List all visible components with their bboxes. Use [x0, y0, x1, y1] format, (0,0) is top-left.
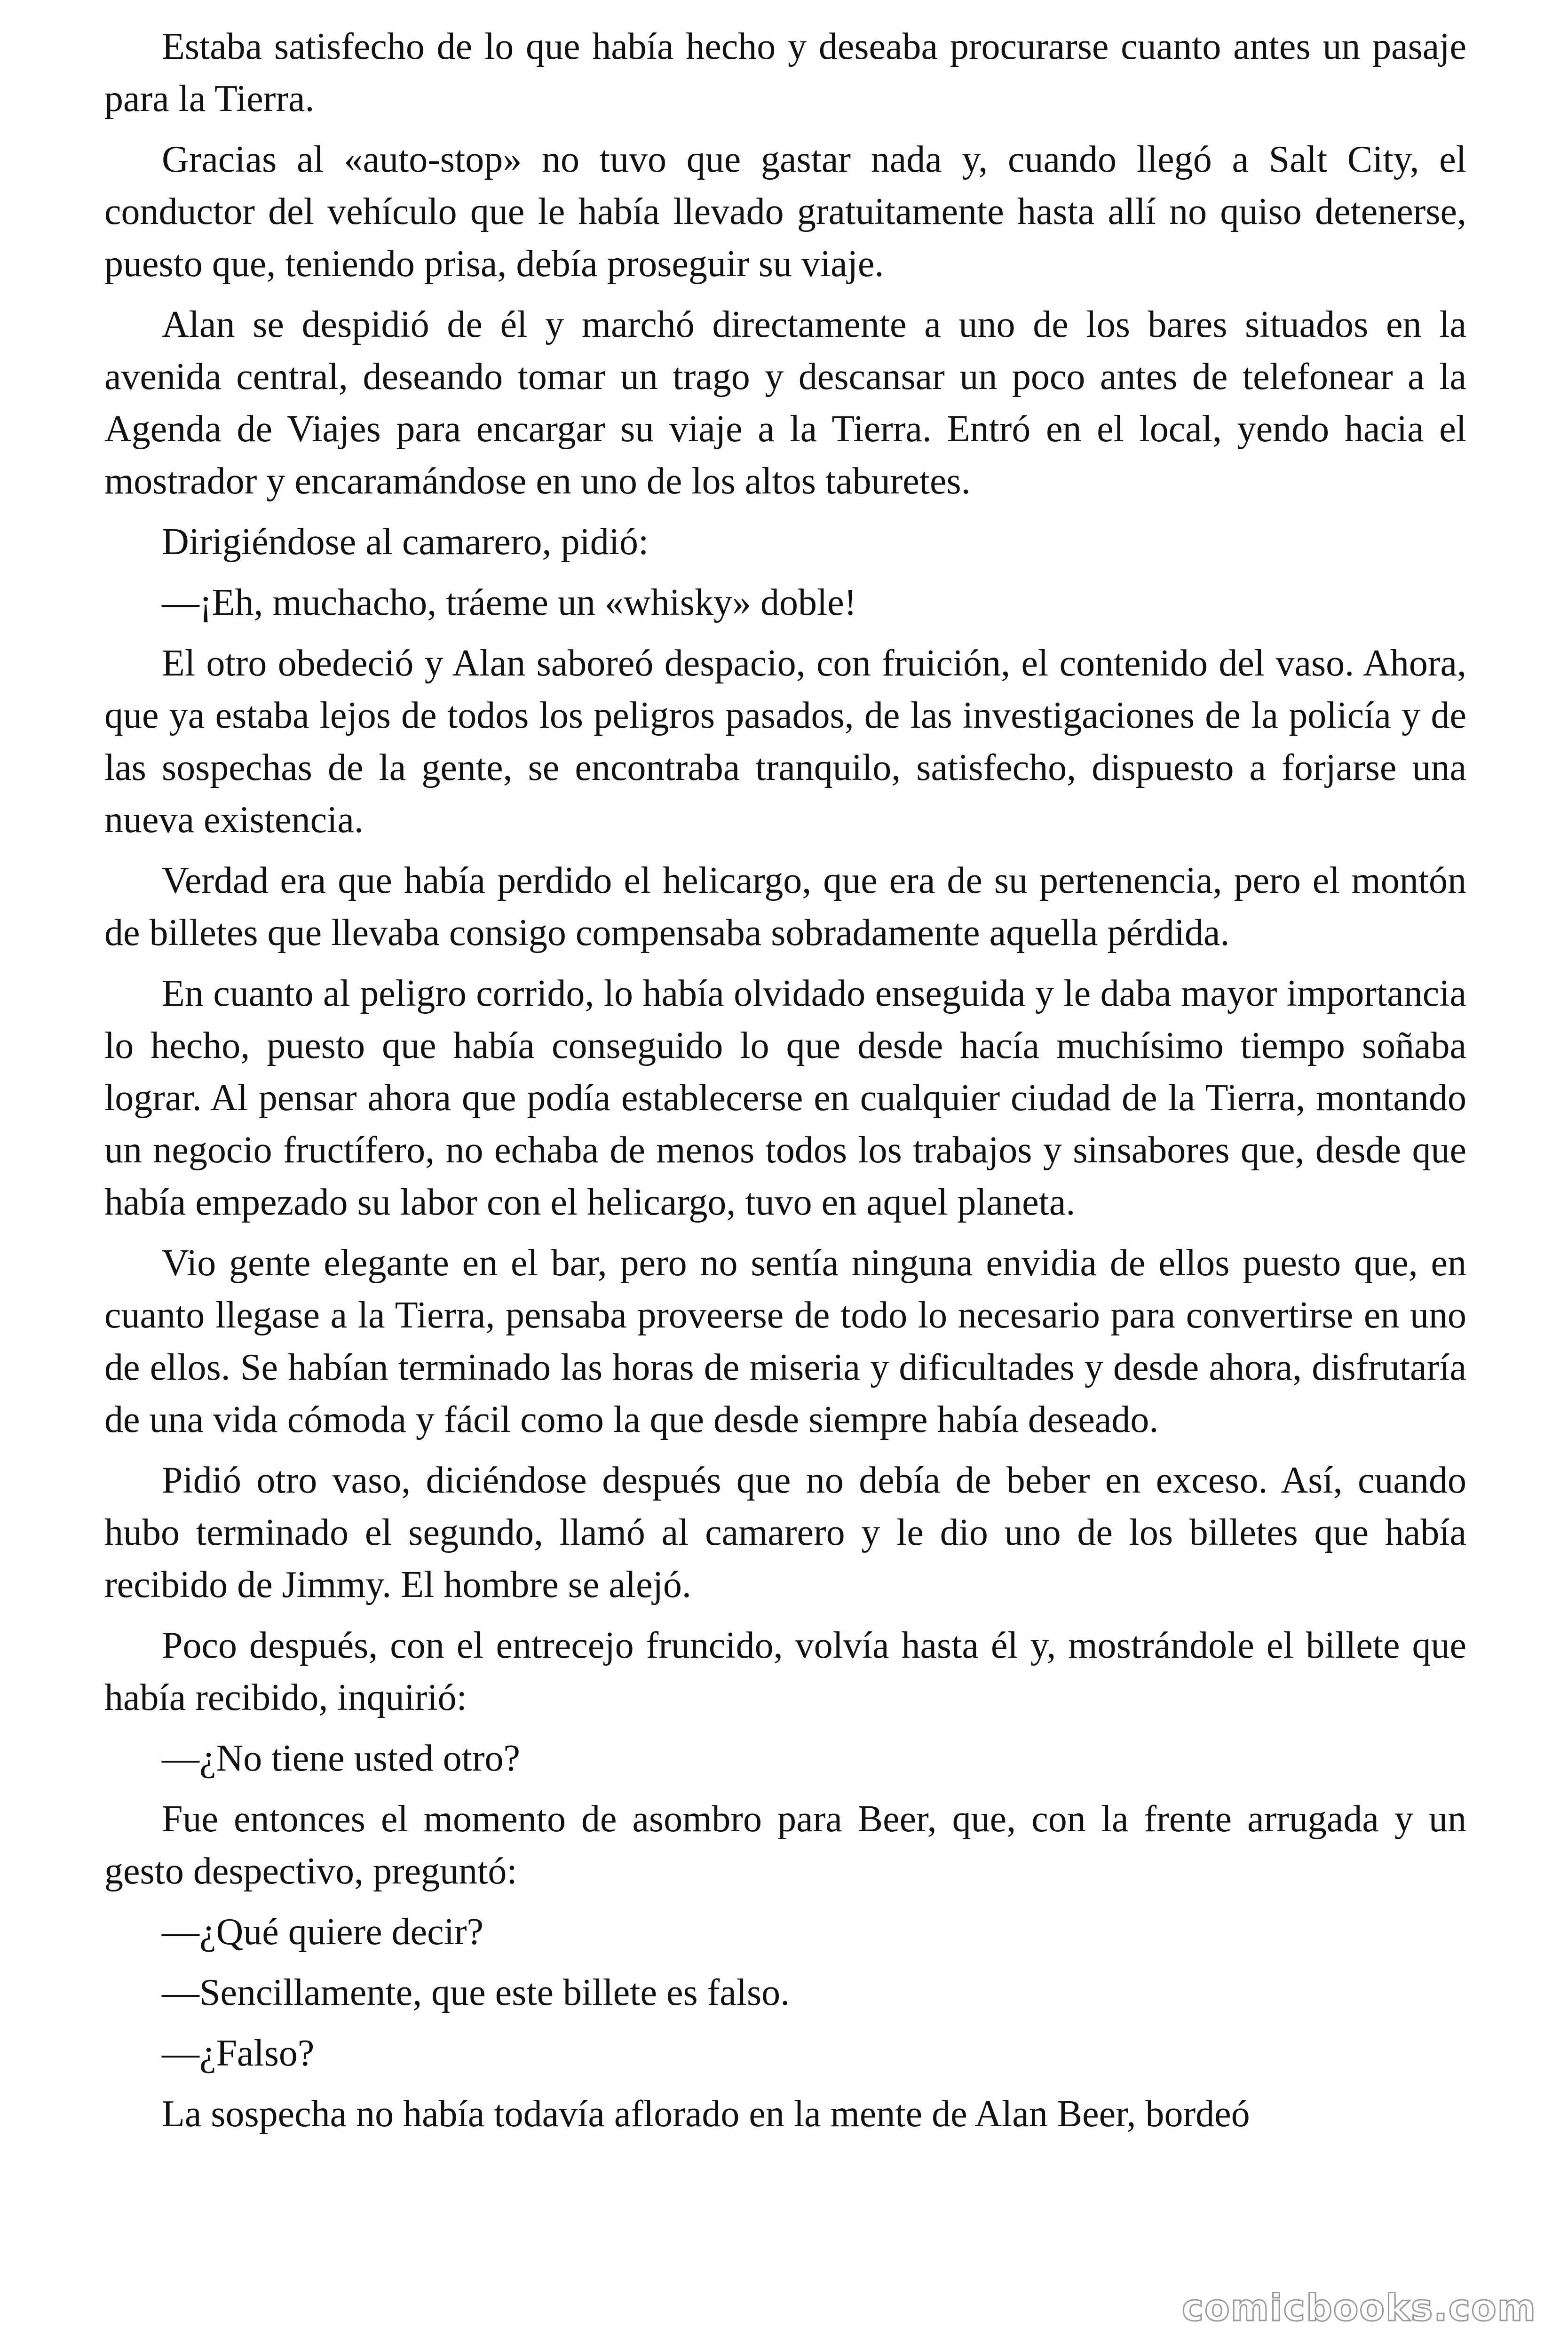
paragraph: En cuanto al peligro corrido, lo había olvidado enseguida y le daba mayor importancia lo hecho, puesto que había conseguido lo que desde hacía muchísimo tiempo soñaba lograr. Al pensar ahora que podía establecerse en cualquier ciudad de la Tierra, montando un negocio fructífero, no echaba de menos todos los trabajos y sinsabores que, desde que había empezado su labor con el helicargo, tuvo en aquel planeta. — [104, 973, 1466, 1223]
paragraph: Alan se despidió de él y marchó directamente a uno de los bares situados en la avenida central, deseando tomar un trago y descansar un poco antes de telefonear a la Agenda de Viajes para encargar su viaje a la Tierra. Entró en el local, yendo hacia el mostrador y encaramándose en uno de los altos taburetes. — [104, 304, 1466, 502]
paragraph: Verdad era que había perdido el helicargo, que era de su pertenencia, pero el montón de billetes que llevaba consigo compensaba sobradamente aquella pérdida. — [104, 860, 1466, 954]
paragraph: Poco después, con el entrecejo fruncido, volvía hasta él y, mostrándole el billete que había recibido, inquirió: — [104, 1625, 1466, 1718]
paragraph: Fue entonces el momento de asombro para Beer, que, con la frente arrugada y un gesto despectivo, preguntó: — [104, 1798, 1466, 1892]
paragraph: Estaba satisfecho de lo que había hecho y deseaba procurarse cuanto antes un pasaje para la Tierra. — [104, 26, 1466, 119]
dialogue-line: —¿No tiene usted otro? — [162, 1738, 520, 1779]
paragraph: Pidió otro vaso, diciéndose después que no debía de beber en exceso. Así, cuando hubo terminado el segundo, llamó al camarero y le dio uno de los billetes que había recibido de Jimmy. El hombre se alejó. — [104, 1460, 1466, 1605]
body-text — [104, 21, 1466, 2149]
dialogue-line: —¿Falso? — [162, 2033, 315, 2074]
paragraph: El otro obedeció y Alan saboreó despacio, con fruición, el contenido del vaso. Ahora, que ya estaba lejos de todos los peligros pasados, de las investigaciones de la policía y de las sospechas de la gente, se encontraba tranquilo, satisfecho, dispuesto a forjarse una nueva existencia. — [104, 643, 1466, 841]
site-watermark: comicbooks.com — [1176, 2287, 1542, 2329]
paragraph: Vio gente elegante en el bar, pero no sentía ninguna envidia de ellos puesto que, en cuanto llegase a la Tierra, pensaba proveerse de todo lo necesario para convertirse en uno de ellos. Se habían terminado las horas de miseria y dificultades y desde ahora, disfrutaría de una vida cómoda y fácil como la que desde siempre había deseado. — [104, 1242, 1466, 1440]
dialogue-line: —¿Qué quiere decir? — [162, 1911, 484, 1953]
dialogue-line: —Sencillamente, que este billete es falso. — [162, 1972, 790, 2013]
paragraph: Dirigiéndose al camarero, pidió: — [162, 521, 649, 563]
dialogue-line: —¡Eh, muchacho, tráeme un «whisky» doble! — [162, 582, 857, 623]
paragraph: La sospecha no había todavía aflorado en la mente de Alan Beer, bordeó — [162, 2093, 1250, 2135]
paragraph: Gracias al «auto-stop» no tuvo que gastar nada y, cuando llegó a Salt City, el conductor del vehículo que le había llevado gratuitamente hasta allí no quiso detenerse, puesto que, teniendo prisa, debía proseguir su viaje. — [104, 139, 1466, 285]
